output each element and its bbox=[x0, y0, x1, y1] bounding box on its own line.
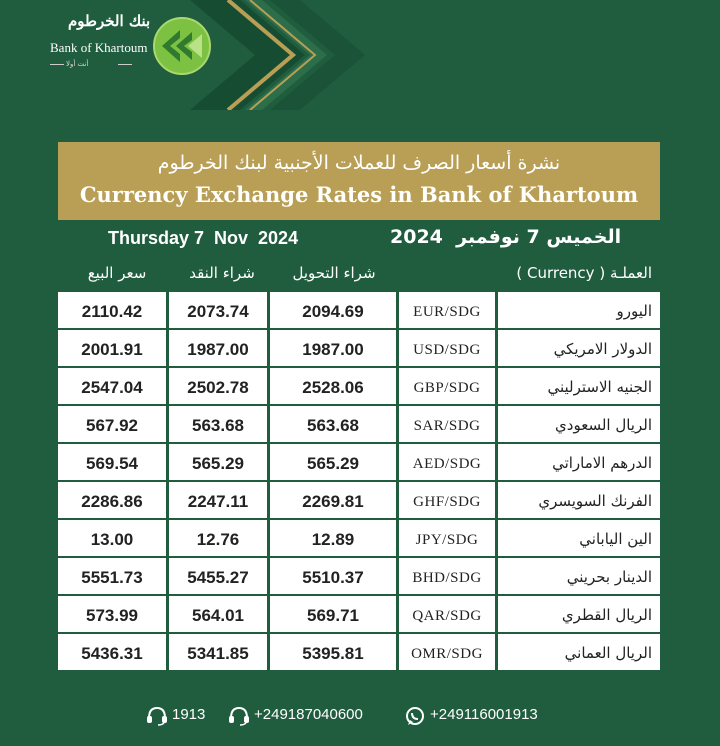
cash-buy-text: 1987.00 bbox=[187, 340, 249, 359]
currency-code-cell bbox=[399, 292, 495, 328]
sell-rate-cell bbox=[58, 596, 166, 632]
sell-rate-text: 567.92 bbox=[86, 416, 138, 435]
transfer-buy-cell bbox=[270, 406, 396, 442]
cash-buy-text: 563.68 bbox=[192, 416, 244, 435]
transfer-buy-cell bbox=[270, 596, 396, 632]
logo-divider-right bbox=[118, 64, 132, 65]
sell-rate-cell bbox=[58, 292, 166, 328]
currency-code-text: QAR/SDG bbox=[412, 608, 482, 624]
cash-buy-cell bbox=[169, 444, 267, 480]
logo-name-ar: بنك الخرطوم bbox=[68, 12, 151, 30]
cash-buy-cell bbox=[169, 634, 267, 670]
title-arabic: نشرة أسعار الصرف للعملات الأجنبية لبنك الخرطوم bbox=[157, 152, 561, 174]
cash-buy-cell bbox=[169, 292, 267, 328]
currency-name-cell bbox=[498, 406, 660, 442]
currency-code-text: JPY/SDG bbox=[415, 532, 479, 548]
sell-rate-text: 5436.31 bbox=[81, 644, 143, 663]
currency-code-cell bbox=[399, 482, 495, 518]
cash-buy-cell bbox=[169, 558, 267, 594]
currency-code-text: AED/SDG bbox=[412, 456, 482, 472]
table-row bbox=[58, 330, 660, 366]
table-row bbox=[58, 482, 660, 518]
transfer-buy-text: 5395.81 bbox=[302, 644, 364, 663]
currency-code-text: BHD/SDG bbox=[412, 570, 482, 586]
contact-footer bbox=[0, 704, 720, 728]
date-english: Thursday 7 Nov 2024 bbox=[108, 228, 299, 248]
sell-rate-text: 13.00 bbox=[90, 530, 134, 549]
currency-name-cell bbox=[498, 558, 660, 594]
header-currency: العملـة ( Currency ) bbox=[516, 264, 652, 282]
logo-name-en: Bank of Khartoum bbox=[50, 40, 148, 55]
currency-name-cell bbox=[498, 634, 660, 670]
sell-rate-text: 573.99 bbox=[86, 606, 138, 625]
currency-code-cell bbox=[399, 368, 495, 404]
logo-tagline: أنت أولا bbox=[66, 60, 89, 68]
header-sell-rate: سعر البيع bbox=[87, 264, 147, 282]
cash-buy-cell bbox=[169, 368, 267, 404]
currency-name-cell bbox=[498, 482, 660, 518]
cash-buy-text: 12.76 bbox=[196, 530, 240, 549]
cash-buy-cell bbox=[169, 406, 267, 442]
sell-rate-cell bbox=[58, 558, 166, 594]
currency-code-text: EUR/SDG bbox=[413, 304, 481, 320]
table-row bbox=[58, 292, 660, 328]
table-row bbox=[58, 634, 660, 670]
cash-buy-text: 5455.27 bbox=[187, 568, 249, 587]
table-row bbox=[58, 368, 660, 404]
transfer-buy-text: 565.29 bbox=[307, 454, 359, 473]
cash-buy-text: 564.01 bbox=[192, 606, 244, 625]
transfer-buy-text: 12.89 bbox=[311, 530, 355, 549]
currency-name-cell bbox=[498, 444, 660, 480]
footer-whatsapp[interactable]: +249116001913 bbox=[430, 706, 538, 723]
currency-name-text: الين الياباني bbox=[579, 530, 652, 548]
currency-code-cell bbox=[399, 596, 495, 632]
transfer-buy-text: 569.71 bbox=[307, 606, 359, 625]
cash-buy-text: 2073.74 bbox=[187, 302, 249, 321]
currency-name-text: الدرهم الاماراتي bbox=[552, 454, 652, 472]
transfer-buy-text: 1987.00 bbox=[302, 340, 364, 359]
transfer-buy-text: 2094.69 bbox=[302, 302, 364, 321]
cash-buy-text: 2502.78 bbox=[187, 378, 249, 397]
currency-code-text: OMR/SDG bbox=[411, 646, 483, 662]
whatsapp-icon bbox=[404, 706, 426, 726]
sell-rate-cell bbox=[58, 634, 166, 670]
currency-code-cell bbox=[399, 406, 495, 442]
table-row bbox=[58, 520, 660, 556]
footer-hotline[interactable]: 1913 bbox=[172, 706, 206, 723]
footer-phone[interactable]: +249187040600 bbox=[254, 706, 363, 723]
sell-rate-text: 569.54 bbox=[86, 454, 138, 473]
table-row bbox=[58, 558, 660, 594]
bank-emblem-icon bbox=[152, 16, 212, 76]
cash-buy-text: 5341.85 bbox=[187, 644, 249, 663]
currency-name-text: الجنيه الاسترليني bbox=[547, 378, 652, 396]
sell-rate-cell bbox=[58, 482, 166, 518]
currency-code-text: SAR/SDG bbox=[413, 418, 481, 434]
transfer-buy-text: 2528.06 bbox=[302, 378, 364, 397]
transfer-buy-cell bbox=[270, 558, 396, 594]
transfer-buy-text: 5510.37 bbox=[302, 568, 364, 587]
currency-name-text: الدينار بحريني bbox=[566, 568, 652, 586]
currency-code-cell bbox=[399, 558, 495, 594]
currency-code-text: USD/SDG bbox=[413, 342, 481, 358]
cash-buy-text: 2247.11 bbox=[187, 492, 249, 511]
transfer-buy-cell bbox=[270, 634, 396, 670]
cash-buy-cell bbox=[169, 330, 267, 366]
transfer-buy-text: 563.68 bbox=[307, 416, 359, 435]
cash-buy-cell bbox=[169, 520, 267, 556]
currency-code-cell bbox=[399, 634, 495, 670]
currency-name-text: الفرنك السويسري bbox=[538, 492, 652, 510]
currency-name-text: الريال السعودي bbox=[555, 416, 652, 434]
currency-name-text: الريال القطري bbox=[561, 606, 652, 624]
header-transfer-buy: شراء التحويل bbox=[292, 264, 376, 282]
currency-name-text: الريال العماني bbox=[564, 644, 652, 662]
table-row bbox=[58, 444, 660, 480]
bank-logo bbox=[48, 12, 218, 78]
currency-name-cell bbox=[498, 292, 660, 328]
table-row bbox=[58, 596, 660, 632]
sell-rate-cell bbox=[58, 444, 166, 480]
title-english: Currency Exchange Rates in Bank of Khartoum bbox=[79, 182, 639, 207]
sell-rate-cell bbox=[58, 368, 166, 404]
header-cash-buy: شراء النقد bbox=[189, 264, 255, 282]
title-banner bbox=[58, 142, 660, 220]
sell-rate-text: 2110.42 bbox=[81, 302, 143, 321]
sell-rate-text: 2001.91 bbox=[81, 340, 143, 359]
transfer-buy-cell bbox=[270, 292, 396, 328]
sell-rate-text: 5551.73 bbox=[81, 568, 143, 587]
currency-name-cell bbox=[498, 596, 660, 632]
cash-buy-cell bbox=[169, 482, 267, 518]
sell-rate-cell bbox=[58, 330, 166, 366]
sell-rate-text: 2547.04 bbox=[81, 378, 143, 397]
transfer-buy-cell bbox=[270, 444, 396, 480]
currency-name-cell bbox=[498, 330, 660, 366]
transfer-buy-cell bbox=[270, 482, 396, 518]
currency-code-cell bbox=[399, 520, 495, 556]
transfer-buy-text: 2269.81 bbox=[302, 492, 364, 511]
currency-code-cell bbox=[399, 444, 495, 480]
headset-icon bbox=[228, 706, 250, 726]
transfer-buy-cell bbox=[270, 368, 396, 404]
sell-rate-cell bbox=[58, 406, 166, 442]
cash-buy-text: 565.29 bbox=[192, 454, 244, 473]
cash-buy-cell bbox=[169, 596, 267, 632]
rates-table bbox=[58, 292, 660, 672]
logo-divider-left bbox=[50, 64, 64, 65]
currency-name-cell bbox=[498, 520, 660, 556]
currency-code-text: GBP/SDG bbox=[413, 380, 481, 396]
currency-code-cell bbox=[399, 330, 495, 366]
sell-rate-text: 2286.86 bbox=[81, 492, 143, 511]
currency-name-cell bbox=[498, 368, 660, 404]
date-arabic: الخميس 7 نوفمبر 2024 bbox=[390, 226, 622, 248]
transfer-buy-cell bbox=[270, 520, 396, 556]
sell-rate-cell bbox=[58, 520, 166, 556]
currency-name-text: اليورو bbox=[616, 302, 652, 320]
headset-icon bbox=[146, 706, 168, 726]
table-row bbox=[58, 406, 660, 442]
transfer-buy-cell bbox=[270, 330, 396, 366]
currency-name-text: الدولار الامريكي bbox=[553, 340, 652, 358]
currency-code-text: GHF/SDG bbox=[413, 494, 481, 510]
